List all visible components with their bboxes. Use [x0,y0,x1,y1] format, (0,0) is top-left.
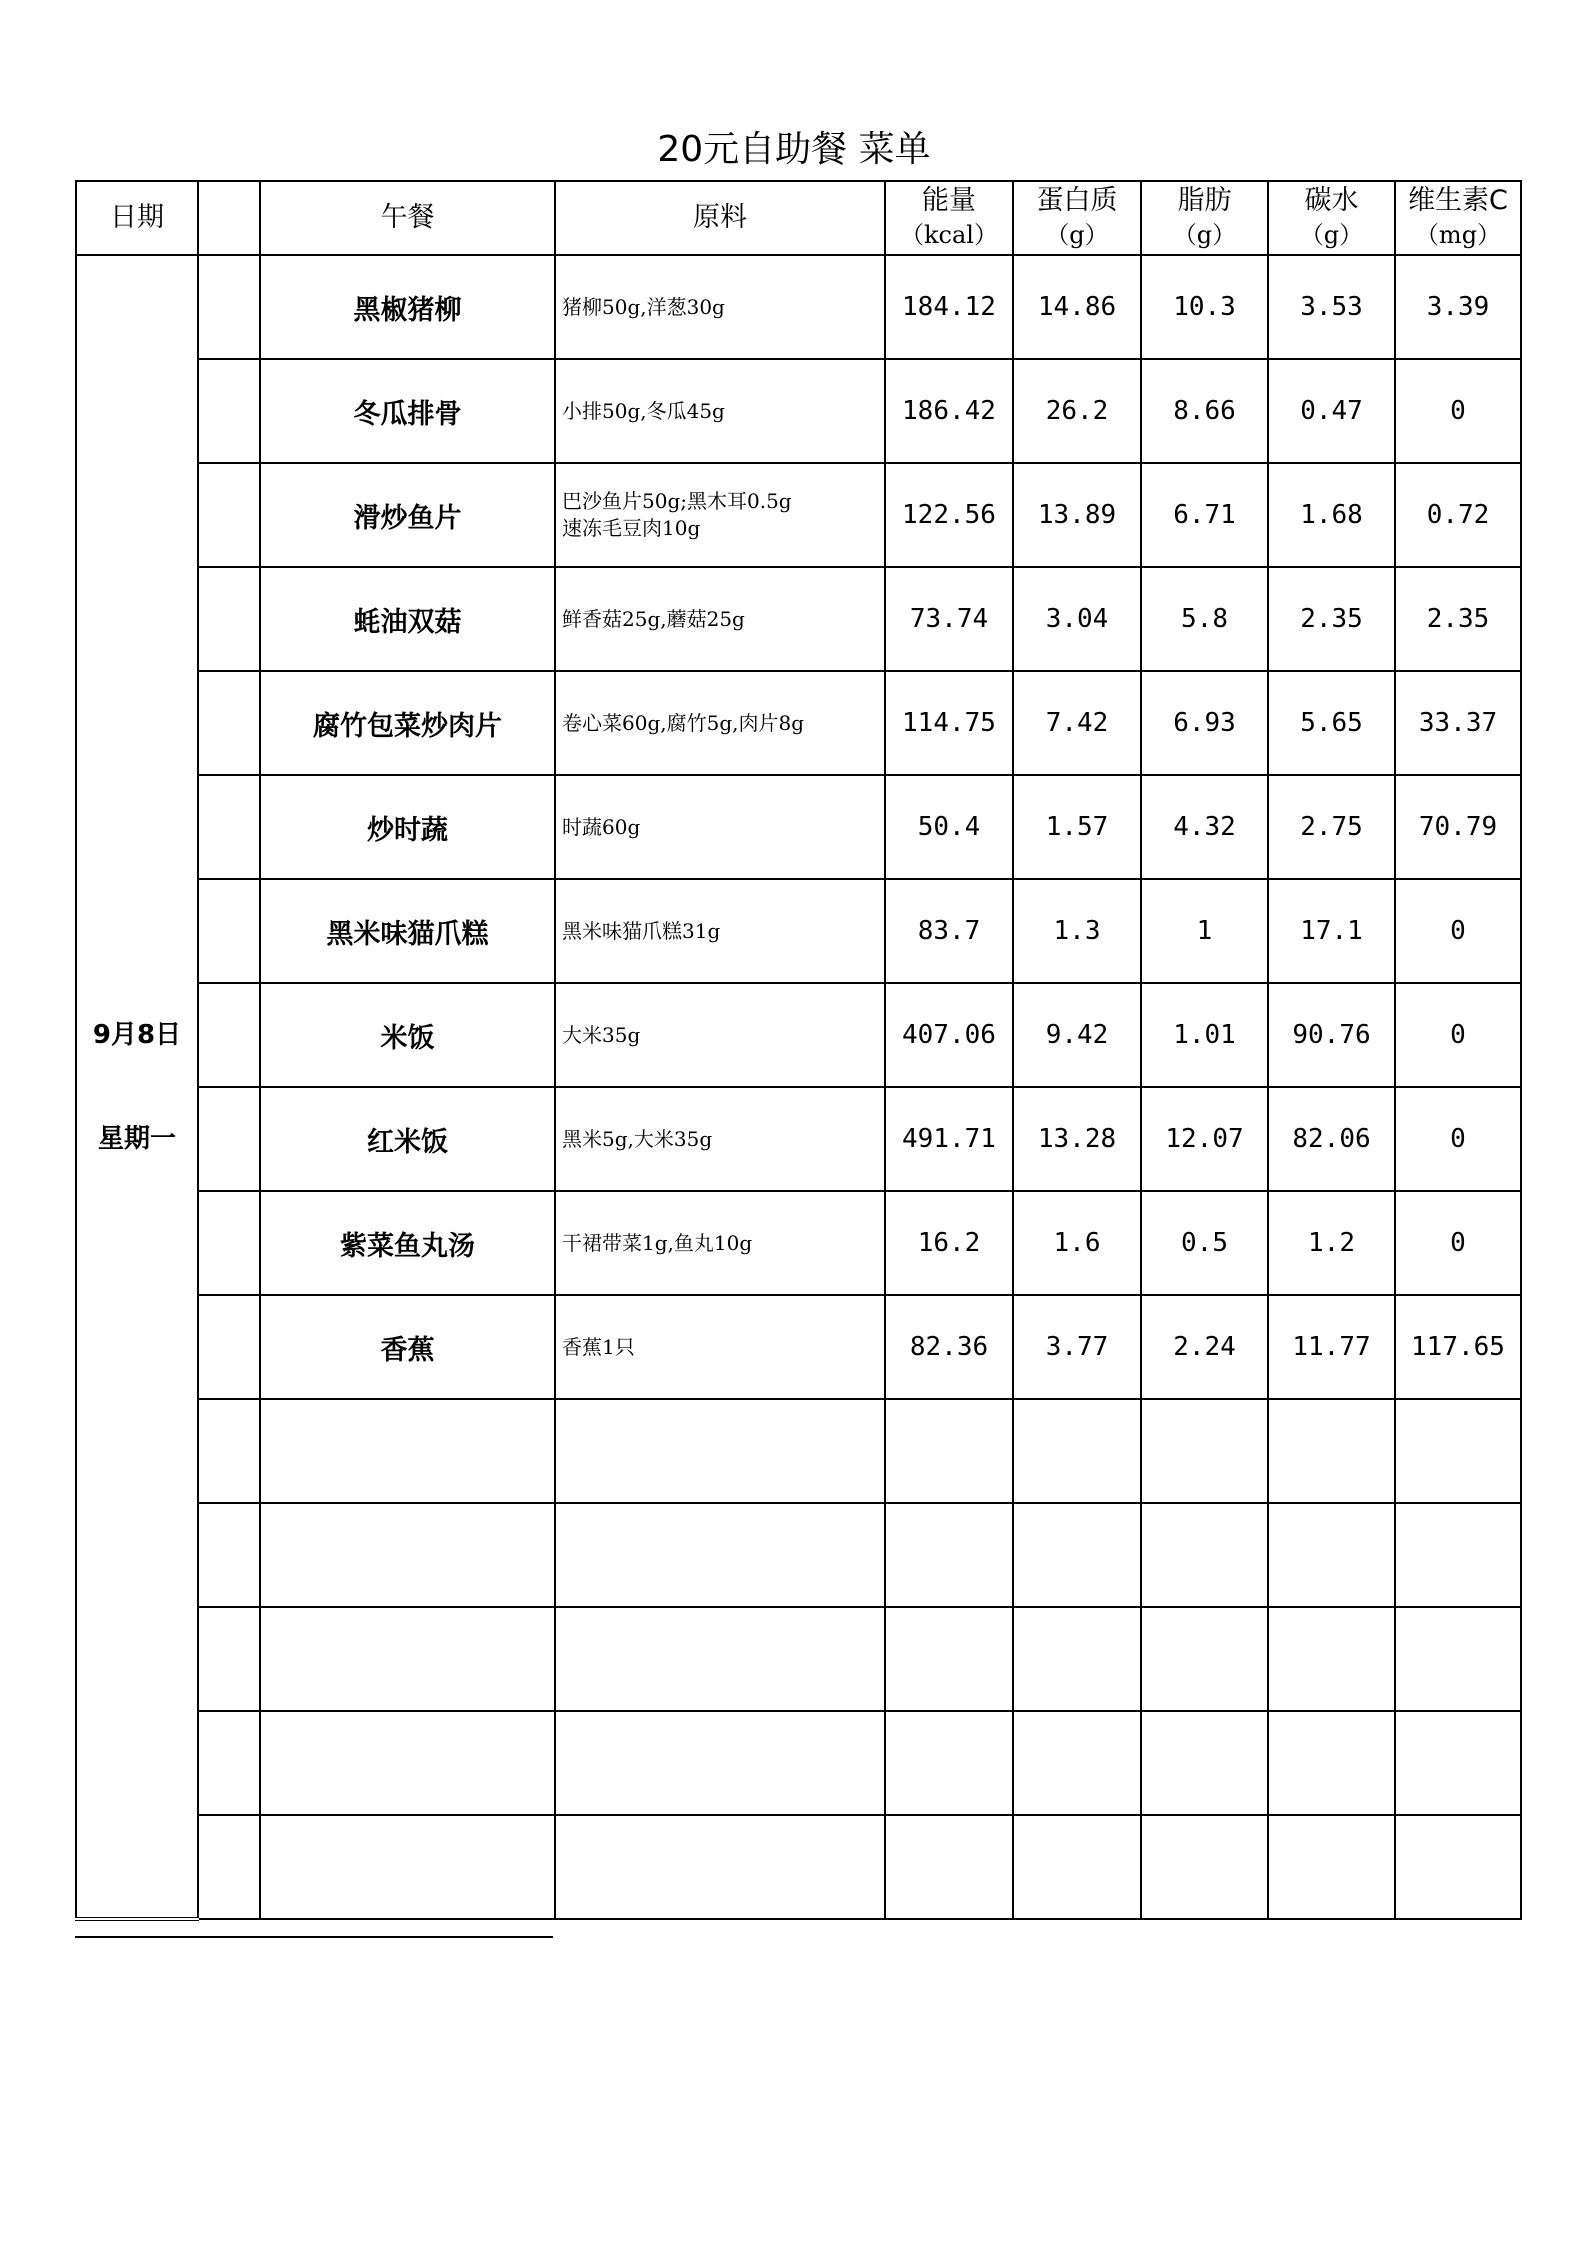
protein-value [1013,1399,1141,1503]
fat-value: 2.24 [1141,1295,1268,1399]
ingredients-line: 巴沙鱼片50g;黑木耳0.5g [562,489,792,513]
dish-name: 腐竹包菜炒肉片 [260,671,555,775]
dish-name [260,1503,555,1607]
blank-cell [198,879,260,983]
header-fat [1141,181,1268,255]
energy-value: 73.74 [885,567,1013,671]
ingredients-line: 鲜香菇25g,蘑菇25g [562,606,745,631]
carbs-value: 82.06 [1268,1087,1395,1191]
dish-name [260,1711,555,1815]
energy-value: 186.42 [885,359,1013,463]
table-row [76,1503,1521,1607]
table-row [76,1191,1521,1295]
energy-value [885,1711,1013,1815]
protein-value: 14.86 [1013,255,1141,359]
dish-name: 蚝油双菇 [260,567,555,671]
blank-cell [198,671,260,775]
protein-value: 3.77 [1013,1295,1141,1399]
vitc-value: 3.39 [1395,255,1521,359]
energy-value: 184.12 [885,255,1013,359]
energy-value: 83.7 [885,879,1013,983]
blank-cell [198,1711,260,1815]
fat-value [1141,1815,1268,1919]
header-carbs [1268,181,1395,255]
fat-value: 4.32 [1141,775,1268,879]
vitc-value: 2.35 [1395,567,1521,671]
header-date: 日期 [76,181,198,255]
dish-name: 黑米味猫爪糕 [260,879,555,983]
date-day: 9月8日 [92,1019,182,1050]
header-protein-unit: （g） [1045,221,1109,249]
table-row [76,671,1521,775]
dish-name: 香蕉 [260,1295,555,1399]
carbs-value [1268,1711,1395,1815]
ingredients-cell [555,1711,885,1815]
header-vitc-label: 维生素C [1408,185,1508,216]
dish-name: 红米饭 [260,1087,555,1191]
carbs-value: 0.47 [1268,359,1395,463]
vitc-value: 117.65 [1395,1295,1521,1399]
energy-value: 82.36 [885,1295,1013,1399]
header-fat-unit: （g） [1172,221,1237,249]
fat-value [1141,1711,1268,1815]
ingredients-cell [555,255,885,359]
dish-name: 黑椒猪柳 [260,255,555,359]
carbs-value: 2.35 [1268,567,1395,671]
page-title: 20元自助餐 菜单 [657,129,931,170]
blank-cell [198,255,260,359]
ingredients-line: 黑米5g,大米35g [562,1126,713,1151]
blank-cell [198,1399,260,1503]
fat-value: 12.07 [1141,1087,1268,1191]
header-energy [885,181,1013,255]
ingredients-cell [555,1087,885,1191]
energy-value [885,1503,1013,1607]
dish-name: 滑炒鱼片 [260,463,555,567]
protein-value: 1.3 [1013,879,1141,983]
vitc-value: 0 [1395,983,1521,1087]
vitc-value [1395,1815,1521,1919]
ingredients-line: 速冻毛豆肉10g [562,516,701,540]
blank-cell [198,1191,260,1295]
table-row [76,775,1521,879]
ingredients-line: 小排50g,冬瓜45g [562,398,725,423]
blank-cell [198,1295,260,1399]
ingredients-cell [555,983,885,1087]
fat-value: 6.71 [1141,463,1268,567]
header-blank [198,181,260,255]
vitc-value: 0 [1395,879,1521,983]
ingredients-line: 大米35g [562,1022,641,1047]
ingredients-line: 黑米味猫爪糕31g [562,918,721,943]
carbs-value: 3.53 [1268,255,1395,359]
table-row [76,879,1521,983]
header-carbs-label: 碳水 [1304,185,1359,216]
blank-cell [198,1607,260,1711]
energy-value: 491.71 [885,1087,1013,1191]
protein-value: 9.42 [1013,983,1141,1087]
protein-value: 13.28 [1013,1087,1141,1191]
vitc-value: 0.72 [1395,463,1521,567]
table-row [76,1607,1521,1711]
header-protein-label: 蛋白质 [1036,185,1118,216]
energy-value: 122.56 [885,463,1013,567]
ingredients-cell [555,1815,885,1919]
ingredients-cell [555,1295,885,1399]
header-protein [1013,181,1141,255]
energy-value: 16.2 [885,1191,1013,1295]
protein-value: 1.57 [1013,775,1141,879]
blank-cell [198,359,260,463]
vitc-value [1395,1607,1521,1711]
protein-value: 26.2 [1013,359,1141,463]
energy-value: 407.06 [885,983,1013,1087]
header-ingredients: 原料 [555,181,885,255]
menu-table [75,180,1522,1921]
blank-cell [198,463,260,567]
protein-value: 1.6 [1013,1191,1141,1295]
ingredients-cell [555,359,885,463]
dish-name [260,1815,555,1919]
carbs-value: 17.1 [1268,879,1395,983]
ingredients-cell [555,1607,885,1711]
fat-value [1141,1399,1268,1503]
fat-value [1141,1607,1268,1711]
dish-name: 炒时蔬 [260,775,555,879]
vitc-value [1395,1503,1521,1607]
vitc-value: 70.79 [1395,775,1521,879]
table-row [76,1815,1521,1919]
ingredients-cell [555,1503,885,1607]
fat-value: 1 [1141,879,1268,983]
vitc-value: 33.37 [1395,671,1521,775]
table-row [76,567,1521,671]
dish-name [260,1399,555,1503]
vitc-value [1395,1711,1521,1815]
fat-value: 10.3 [1141,255,1268,359]
ingredients-cell [555,879,885,983]
ingredients-line: 卷心菜60g,腐竹5g,肉片8g [562,710,805,735]
fat-value: 6.93 [1141,671,1268,775]
ingredients-line: 香蕉1只 [562,1334,635,1359]
dish-name [260,1607,555,1711]
table-row [76,983,1521,1087]
table-row [76,255,1521,359]
blank-cell [198,1503,260,1607]
fat-value: 0.5 [1141,1191,1268,1295]
table-row [76,1087,1521,1191]
carbs-value: 1.68 [1268,463,1395,567]
protein-value: 7.42 [1013,671,1141,775]
ingredients-cell [555,1399,885,1503]
date-cell [76,255,198,1919]
header-vitc-unit: （mg） [1414,221,1502,249]
vitc-value: 0 [1395,1087,1521,1191]
header-carbs-unit: （g） [1299,221,1364,249]
header-lunch: 午餐 [260,181,555,255]
ingredients-cell [555,775,885,879]
fat-value [1141,1503,1268,1607]
vitc-value [1395,1399,1521,1503]
date-weekday: 星期一 [97,1123,176,1154]
energy-value: 50.4 [885,775,1013,879]
table-row [76,1711,1521,1815]
ingredients-cell [555,671,885,775]
table-row [76,1399,1521,1503]
fat-value: 1.01 [1141,983,1268,1087]
bottom-rule [75,1936,553,1938]
carbs-value [1268,1607,1395,1711]
energy-value: 114.75 [885,671,1013,775]
table-row [76,1295,1521,1399]
energy-value [885,1815,1013,1919]
blank-cell [198,1087,260,1191]
dish-name: 紫菜鱼丸汤 [260,1191,555,1295]
blank-cell [198,983,260,1087]
fat-value: 8.66 [1141,359,1268,463]
vitc-value: 0 [1395,1191,1521,1295]
carbs-value: 1.2 [1268,1191,1395,1295]
header-vitc [1395,181,1521,255]
blank-cell [198,567,260,671]
header-energy-unit: （kcal） [900,221,998,249]
carbs-value: 90.76 [1268,983,1395,1087]
carbs-value: 2.75 [1268,775,1395,879]
carbs-value [1268,1399,1395,1503]
vitc-value: 0 [1395,359,1521,463]
table-row [76,463,1521,567]
fat-value: 5.8 [1141,567,1268,671]
table-row [76,359,1521,463]
protein-value: 3.04 [1013,567,1141,671]
header-row [76,181,1521,255]
dish-name: 米饭 [260,983,555,1087]
ingredients-line: 猪柳50g,洋葱30g [562,294,725,319]
blank-cell [198,775,260,879]
protein-value [1013,1607,1141,1711]
header-energy-label: 能量 [922,185,976,216]
protein-value [1013,1503,1141,1607]
protein-value: 13.89 [1013,463,1141,567]
ingredients-cell [555,463,885,567]
ingredients-line: 干裙带菜1g,鱼丸10g [562,1230,753,1255]
carbs-value: 11.77 [1268,1295,1395,1399]
protein-value [1013,1711,1141,1815]
carbs-value: 5.65 [1268,671,1395,775]
protein-value [1013,1815,1141,1919]
ingredients-line: 时蔬60g [562,814,641,839]
carbs-value [1268,1503,1395,1607]
energy-value [885,1399,1013,1503]
energy-value [885,1607,1013,1711]
blank-cell [198,1815,260,1919]
dish-name: 冬瓜排骨 [260,359,555,463]
ingredients-cell [555,567,885,671]
ingredients-cell [555,1191,885,1295]
header-fat-label: 脂肪 [1177,185,1232,216]
carbs-value [1268,1815,1395,1919]
